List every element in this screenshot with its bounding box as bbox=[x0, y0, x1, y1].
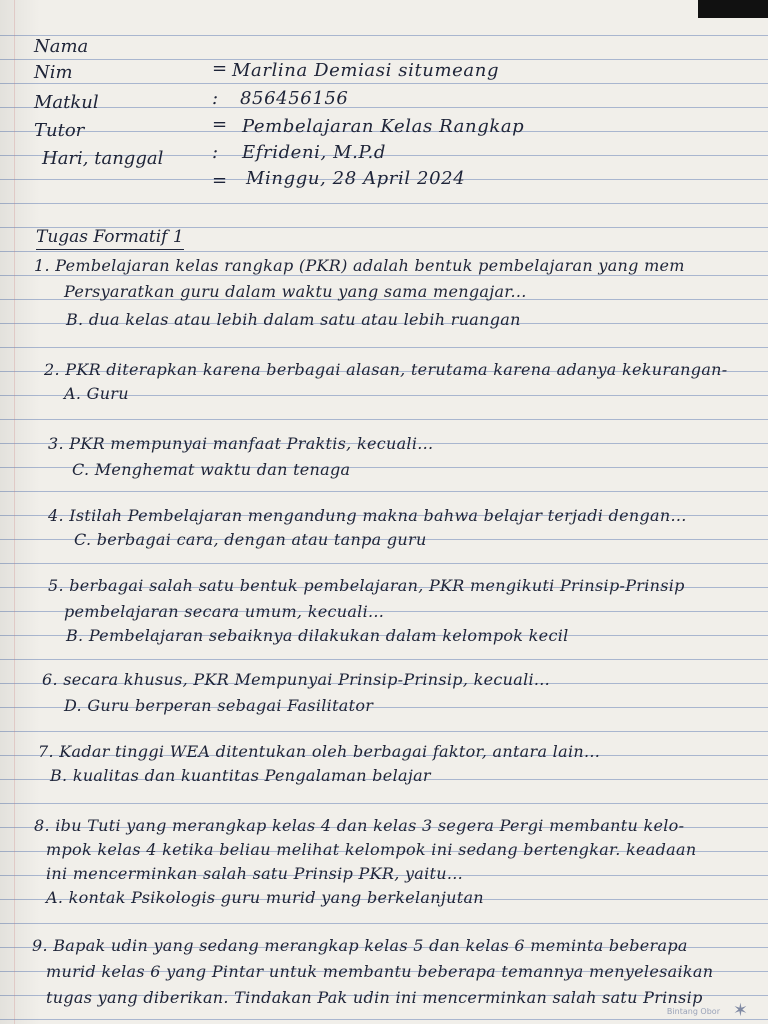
q9-text: 9. Bapak udin yang sedang merangkap kelas 5 dan kelas 6 meminta beberapa bbox=[32, 936, 688, 955]
q6-answer: D. Guru berperan sebagai Fasilitator bbox=[64, 696, 374, 715]
q7-text: 7. Kadar tinggi WEA ditentukan oleh berbagai faktor, antara lain... bbox=[38, 742, 601, 761]
q3-text: 3. PKR mempunyai manfaat Praktis, kecuali... bbox=[48, 434, 434, 453]
header-sep-hari: : bbox=[212, 142, 219, 163]
header-label-hari-tanggal: Hari, tanggal bbox=[42, 148, 164, 169]
q5-answer: B. Pembelajaran sebaiknya dilakukan dalam kelompok kecil bbox=[66, 626, 569, 645]
q7-answer: B. kualitas dan kuantitas Pengalaman belajar bbox=[50, 766, 431, 785]
margin-line bbox=[14, 0, 15, 1024]
q8-text-cont-2: ini mencerminkan salah satu Prinsip PKR, yaitu... bbox=[46, 864, 464, 883]
header-label-tutor: Tutor bbox=[34, 120, 85, 141]
header-value-name: Marlina Demiasi situmeang bbox=[232, 60, 500, 81]
header-sep-tutor: = bbox=[212, 114, 228, 135]
q4-answer: C. berbagai cara, dengan atau tanpa guru bbox=[74, 530, 427, 549]
q9-text-cont-2: tugas yang diberikan. Tindakan Pak udin ini mencerminkan salah satu Prinsip bbox=[46, 988, 703, 1007]
header-sep-matkul: : bbox=[212, 88, 219, 109]
q8-answer: A. kontak Psikologis guru murid yang berkelanjutan bbox=[46, 888, 484, 907]
q2-text: 2. PKR diterapkan karena berbagai alasan, terutama karena adanya kekurangan- bbox=[44, 360, 728, 379]
q9-text-cont-1: murid kelas 6 yang Pintar untuk membantu beberapa temannya menyelesaikan bbox=[46, 962, 714, 981]
header-value-tutor: Efrideni, M.P.d bbox=[242, 142, 386, 163]
q4-text: 4. Istilah Pembelajaran mengandung makna bahwa belajar terjadi dengan... bbox=[48, 506, 687, 525]
header-value-matkul: Pembelajaran Kelas Rangkap bbox=[242, 116, 525, 137]
q2-answer: A. Guru bbox=[64, 384, 129, 403]
header-sep-date: = bbox=[212, 170, 228, 191]
q1-answer: B. dua kelas atau lebih dalam satu atau lebih ruangan bbox=[66, 310, 521, 329]
header-value-date: Minggu, 28 April 2024 bbox=[246, 168, 466, 189]
page-edge-shadow bbox=[698, 0, 768, 18]
assignment-title: Tugas Formatif 1 bbox=[36, 226, 184, 250]
header-label-matkul: Matkul bbox=[34, 92, 99, 113]
header-label-nama: Nama bbox=[34, 36, 89, 57]
header-label-nim: Nim bbox=[34, 62, 73, 83]
header-value-nim: 856456156 bbox=[240, 88, 349, 109]
q5-text-cont: pembelajaran secara umum, kecuali... bbox=[64, 602, 385, 621]
q3-answer: C. Menghemat waktu dan tenaga bbox=[72, 460, 351, 479]
q8-text-cont-1: mpok kelas 4 ketika beliau melihat kelompok ini sedang bertengkar. keadaan bbox=[46, 840, 697, 859]
star-figure-icon: ✶ bbox=[732, 1000, 748, 1021]
q6-text: 6. secara khusus, PKR Mempunyai Prinsip-Prinsip, kecuali... bbox=[42, 670, 551, 689]
watermark-logo: Bintang Obor bbox=[666, 1007, 720, 1016]
q1-text-cont: Persyaratkan guru dalam waktu yang sama mengajar... bbox=[64, 282, 527, 301]
q5-text: 5. berbagai salah satu bentuk pembelajaran, PKR mengikuti Prinsip-Prinsip bbox=[48, 576, 685, 595]
q8-text: 8. ibu Tuti yang merangkap kelas 4 dan kelas 3 segera Pergi membantu kelo- bbox=[34, 816, 685, 835]
header-sep-nim: = bbox=[212, 58, 228, 79]
q1-text: 1. Pembelajaran kelas rangkap (PKR) adalah bentuk pembelajaran yang mem bbox=[34, 256, 685, 275]
